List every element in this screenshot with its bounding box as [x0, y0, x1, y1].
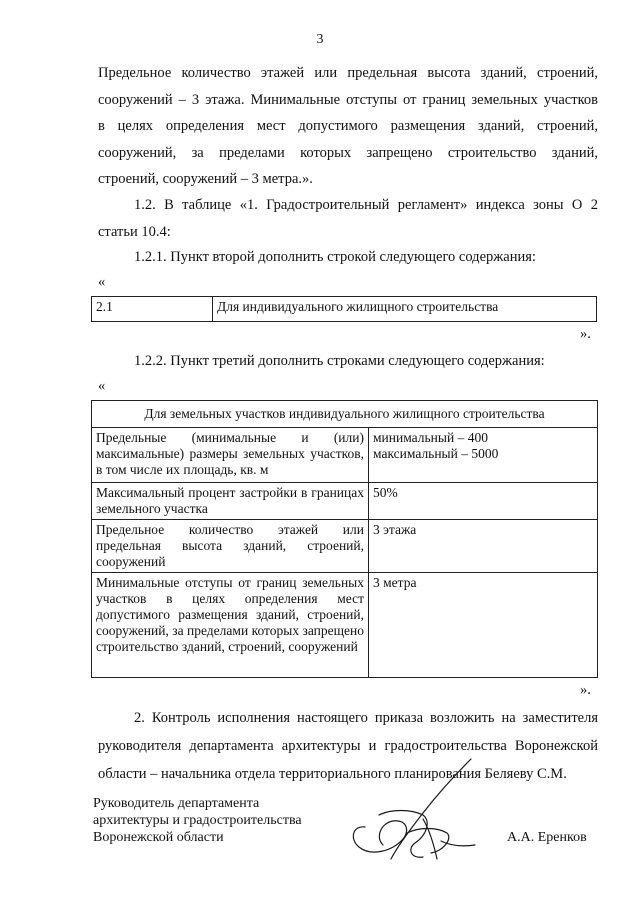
- table-row: [92, 297, 597, 322]
- table-cell-param: Предельные (минимальные и (или) максимальные) размеры земельных участков, в том числе их площадь, кв. м: [92, 428, 369, 483]
- table-cell-param: Предельное количество этажей или предельная высота зданий, строений, сооружений: [92, 520, 369, 573]
- signatory-position-line: Воронежской области: [93, 830, 224, 845]
- intro-line: в целях определения мест допустимого размещения зданий, строений,: [98, 118, 598, 134]
- item-1-2-line: статьи 10.4:: [98, 223, 171, 240]
- signatory-position-line: Руководитель департамента: [93, 796, 260, 811]
- item-1-2-1-text: 1.2.1. Пункт второй дополнить строкой следующего содержания:: [134, 249, 536, 265]
- table-row: [92, 428, 598, 483]
- table-row: [92, 483, 598, 520]
- intro-line: Предельное количество этажей или предельная высота зданий, строений,: [98, 65, 598, 81]
- item-2-line: 2. Контроль исполнения настоящего приказа возложить на заместителя: [134, 710, 598, 726]
- signatory-position: [93, 795, 302, 846]
- item-1-2-paragraph: [98, 192, 598, 245]
- table-header-row: [92, 401, 598, 428]
- table-cell-value: 50%: [369, 483, 598, 520]
- table-cell-param: Минимальные отступы от границ земельных участков в целях определения мест допустимого размещения зданий, строений, сооружений, за пределами которых запрещено строительство зданий, строений, сооружений: [92, 573, 369, 678]
- item-2-line: области – начальника отдела территориального планирования Беляеву С.М.: [98, 766, 567, 782]
- item-1-2-line: 1.2. В таблице «1. Градостроительный регламент» индекса зоны О 2: [134, 197, 598, 213]
- intro-line: сооружений – 3 этажа. Минимальные отступы от границ земельных участков: [98, 91, 598, 108]
- table-cell-text: Для индивидуального жилищного строительства: [213, 297, 597, 322]
- table-cell-value: 3 этажа: [369, 520, 598, 573]
- table-row: [92, 573, 598, 678]
- table-cell-value: 3 метра: [369, 573, 598, 678]
- intro-line: сооружений, за пределами которых запрещено строительство зданий,: [98, 144, 598, 161]
- table-zone-purpose: [91, 296, 597, 322]
- open-quote-1: «: [98, 274, 106, 290]
- table-cell-param: Максимальный процент застройки в границах земельного участка: [92, 483, 369, 520]
- table-land-parameters: [91, 400, 598, 678]
- handwritten-signature: [345, 755, 495, 870]
- intro-paragraph: [98, 60, 598, 193]
- table-row: [92, 520, 598, 573]
- open-quote-2: «: [98, 378, 106, 394]
- item-1-2-1-paragraph: [98, 244, 598, 271]
- table-cell-number: 2.1: [92, 297, 213, 322]
- signatory-position-line: архитектуры и градостроительства: [93, 813, 302, 828]
- item-1-2-2-paragraph: [98, 348, 598, 375]
- table-header: Для земельных участков индивидуального жилищного строительства: [92, 401, 598, 428]
- table-cell-value: минимальный – 400 максимальный – 5000: [369, 428, 598, 483]
- close-quote-1: ».: [580, 326, 591, 342]
- item-2-line: руководителя департамента архитектуры и градостроительства Воронежской: [98, 738, 598, 754]
- close-quote-2: ».: [580, 682, 591, 698]
- item-1-2-2-text: 1.2.2. Пункт третий дополнить строками следующего содержания:: [134, 353, 545, 369]
- signatory-name: А.А. Еренков: [507, 830, 587, 845]
- page-number: 3: [316, 32, 324, 47]
- intro-line: строений, сооружений – 3 метра.».: [98, 171, 313, 187]
